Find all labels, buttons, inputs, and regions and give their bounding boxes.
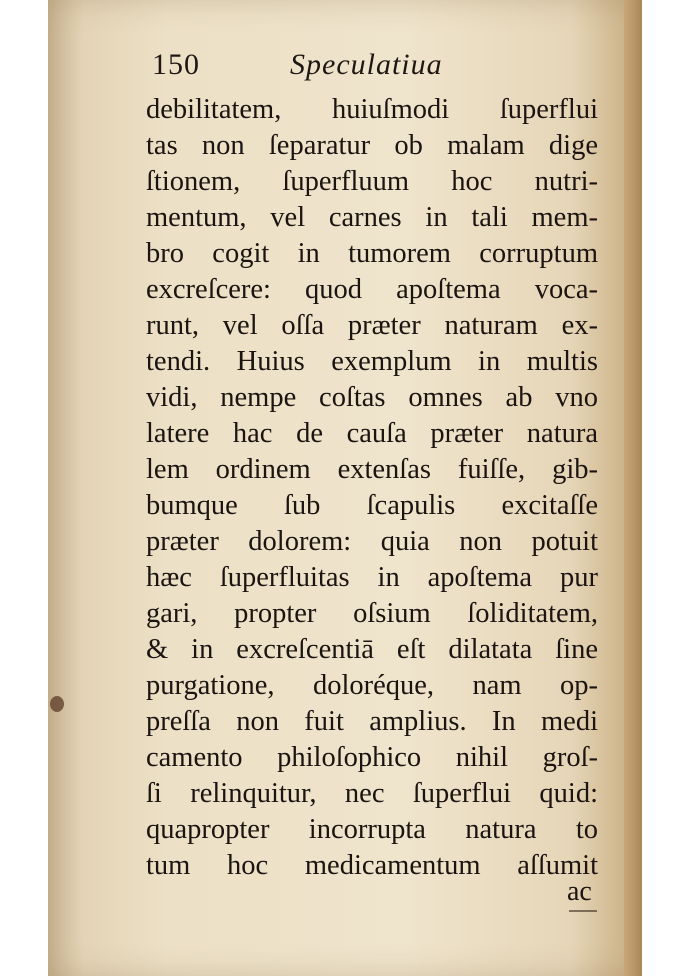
text-line: quapropter incorrupta natura to: [146, 814, 598, 845]
ink-blot: [50, 696, 64, 712]
text-line: gari, propter oſsium ſoliditatem,: [146, 598, 598, 629]
text-line: præter dolorem: quia non potuit: [146, 526, 598, 557]
text-line: ſtionem, ſuperfluum hoc nutri-: [146, 166, 598, 197]
text-line: excreſcere: quod apoſtema voca-: [146, 274, 598, 305]
body-text: [146, 92, 598, 884]
text-line: latere hac de cauſa præter natura: [146, 418, 598, 449]
page-number: 150: [152, 48, 200, 81]
running-head: Speculatiua: [290, 48, 443, 81]
page-header: [152, 48, 592, 88]
text-line: bumque ſub ſcapulis excitaſſe: [146, 490, 598, 521]
text-line: mentum, vel carnes in tali mem-: [146, 202, 598, 233]
text-line: tendi. Huius exemplum in multis: [146, 346, 598, 377]
text-line: runt, vel oſſa præter naturam ex-: [146, 310, 598, 341]
page-gutter-edge: [624, 0, 642, 976]
text-line: camento philoſophico nihil groſ-: [146, 742, 598, 773]
catchword: ac: [567, 876, 592, 907]
text-line: & in excreſcentiā eſt dilatata ſine: [146, 634, 598, 665]
text-line: bro cogit in tumorem corruptum: [146, 238, 598, 269]
text-line: debilitatem, huiuſmodi ſuperflui: [146, 94, 598, 125]
text-line: tas non ſeparatur ob malam dige: [146, 130, 598, 161]
text-line: ſi relinquitur, nec ſuperflui quid:: [146, 778, 598, 809]
text-line: preſſa non fuit amplius. In medi: [146, 706, 598, 737]
text-line: vidi, nempe coſtas omnes ab vno: [146, 382, 598, 413]
catchword-rule: [569, 910, 597, 912]
text-line: tum hoc medicamentum aſſumit: [146, 850, 598, 881]
text-line: hæc ſuperfluitas in apoſtema pur: [146, 562, 598, 593]
text-line: lem ordinem extenſas fuiſſe, gib-: [146, 454, 598, 485]
text-line: purgatione, doloréque, nam op-: [146, 670, 598, 701]
